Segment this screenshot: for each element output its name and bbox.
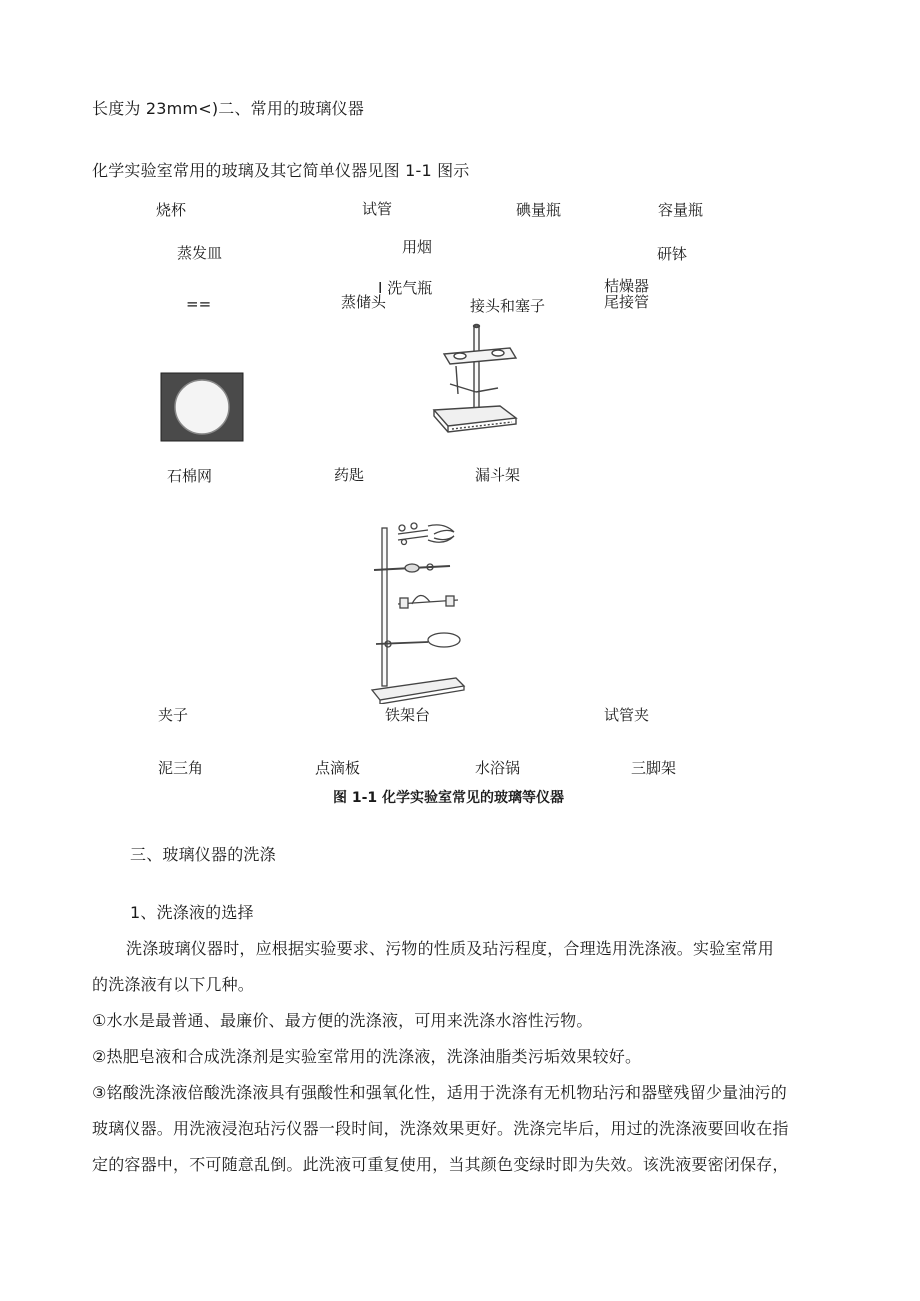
paragraph-line: 玻璃仪器。用洗液浸泡玷污仪器一段时间，洗涤效果更好。洗涤完毕后，用过的洗涤液要回收在指 (92, 1119, 789, 1138)
label-distillation-head: 蒸储头 (341, 293, 387, 311)
header-line: 长度为 23mm<)二、常用的玻璃仪器 (92, 99, 365, 118)
paragraph-line: 洗涤玻璃仪器时，应根据实验要求、污物的性质及玷污程度，合理选用洗涤液。实验室常用 (126, 939, 775, 958)
label-mortar: 研钵 (657, 245, 688, 263)
funnel-stand-image (430, 322, 520, 442)
iron-stand-image (368, 518, 468, 704)
label-water-bath: 水浴锅 (475, 759, 521, 777)
label-spot-plate: 点滴板 (315, 759, 361, 777)
label-test-tube: 试管 (362, 200, 393, 218)
label-clay-triangle: 泥三角 (158, 759, 204, 777)
label-spatula: 药匙 (334, 466, 365, 484)
list-item: ③铭酸洗涤液倍酸洗涤液具有强酸性和强氧化性，适用于洗涤有无机物玷污和器壁残留少量油污的 (92, 1083, 787, 1102)
label-clamp: 夹子 (158, 706, 189, 724)
label-drying-tube: 桔燥器 (604, 277, 650, 295)
label-tripod: 三脚架 (631, 759, 677, 777)
label-evaporating-dish: 蒸发皿 (177, 244, 223, 262)
label-adapter-tube: 尾接管 (604, 293, 650, 311)
label-asbestos-gauze: 石棉网 (167, 467, 213, 485)
label-iron-stand: 铁架台 (385, 706, 431, 724)
label-joint-and-stopper: 接头和塞子 (470, 297, 546, 315)
list-item: ①水水是最普通、最廉价、最方便的洗涤液，可用来洗涤水溶性污物。 (92, 1011, 593, 1030)
label-equals-mark: == (186, 295, 212, 313)
label-iodine-flask: 碘量瓶 (516, 201, 562, 219)
paragraph-line: 定的容器中，不可随意乱倒。此洗液可重复使用，当其颜色变绿时即为失效。该洗液要密闭保存， (92, 1155, 789, 1174)
paragraph-line: 的洗涤液有以下几种。 (92, 975, 255, 994)
asbestos-gauze-image (160, 372, 244, 442)
intro-line: 化学实验室常用的玻璃及其它简单仪器见图 1-1 图示 (92, 161, 470, 180)
subsection-heading: 1、洗涤液的选择 (130, 903, 254, 922)
label-yongyan: 用烟 (402, 238, 433, 256)
list-item: ②热肥皂液和合成洗涤剂是实验室常用的洗涤液，洗涤油脂类污垢效果较好。 (92, 1047, 642, 1066)
figure-caption: 图 1-1 化学实验室常见的玻璃等仪器 (333, 790, 565, 806)
label-test-tube-holder: 试管夹 (604, 706, 650, 724)
label-beaker: 烧杯 (156, 201, 187, 219)
label-funnel-stand: 漏斗架 (475, 466, 521, 484)
section-heading: 三、玻璃仪器的洗涤 (130, 845, 276, 864)
label-volumetric-flask: 容量瓶 (658, 201, 704, 219)
label-gas-washing-bottle: I 洗气瓶 (378, 279, 433, 297)
